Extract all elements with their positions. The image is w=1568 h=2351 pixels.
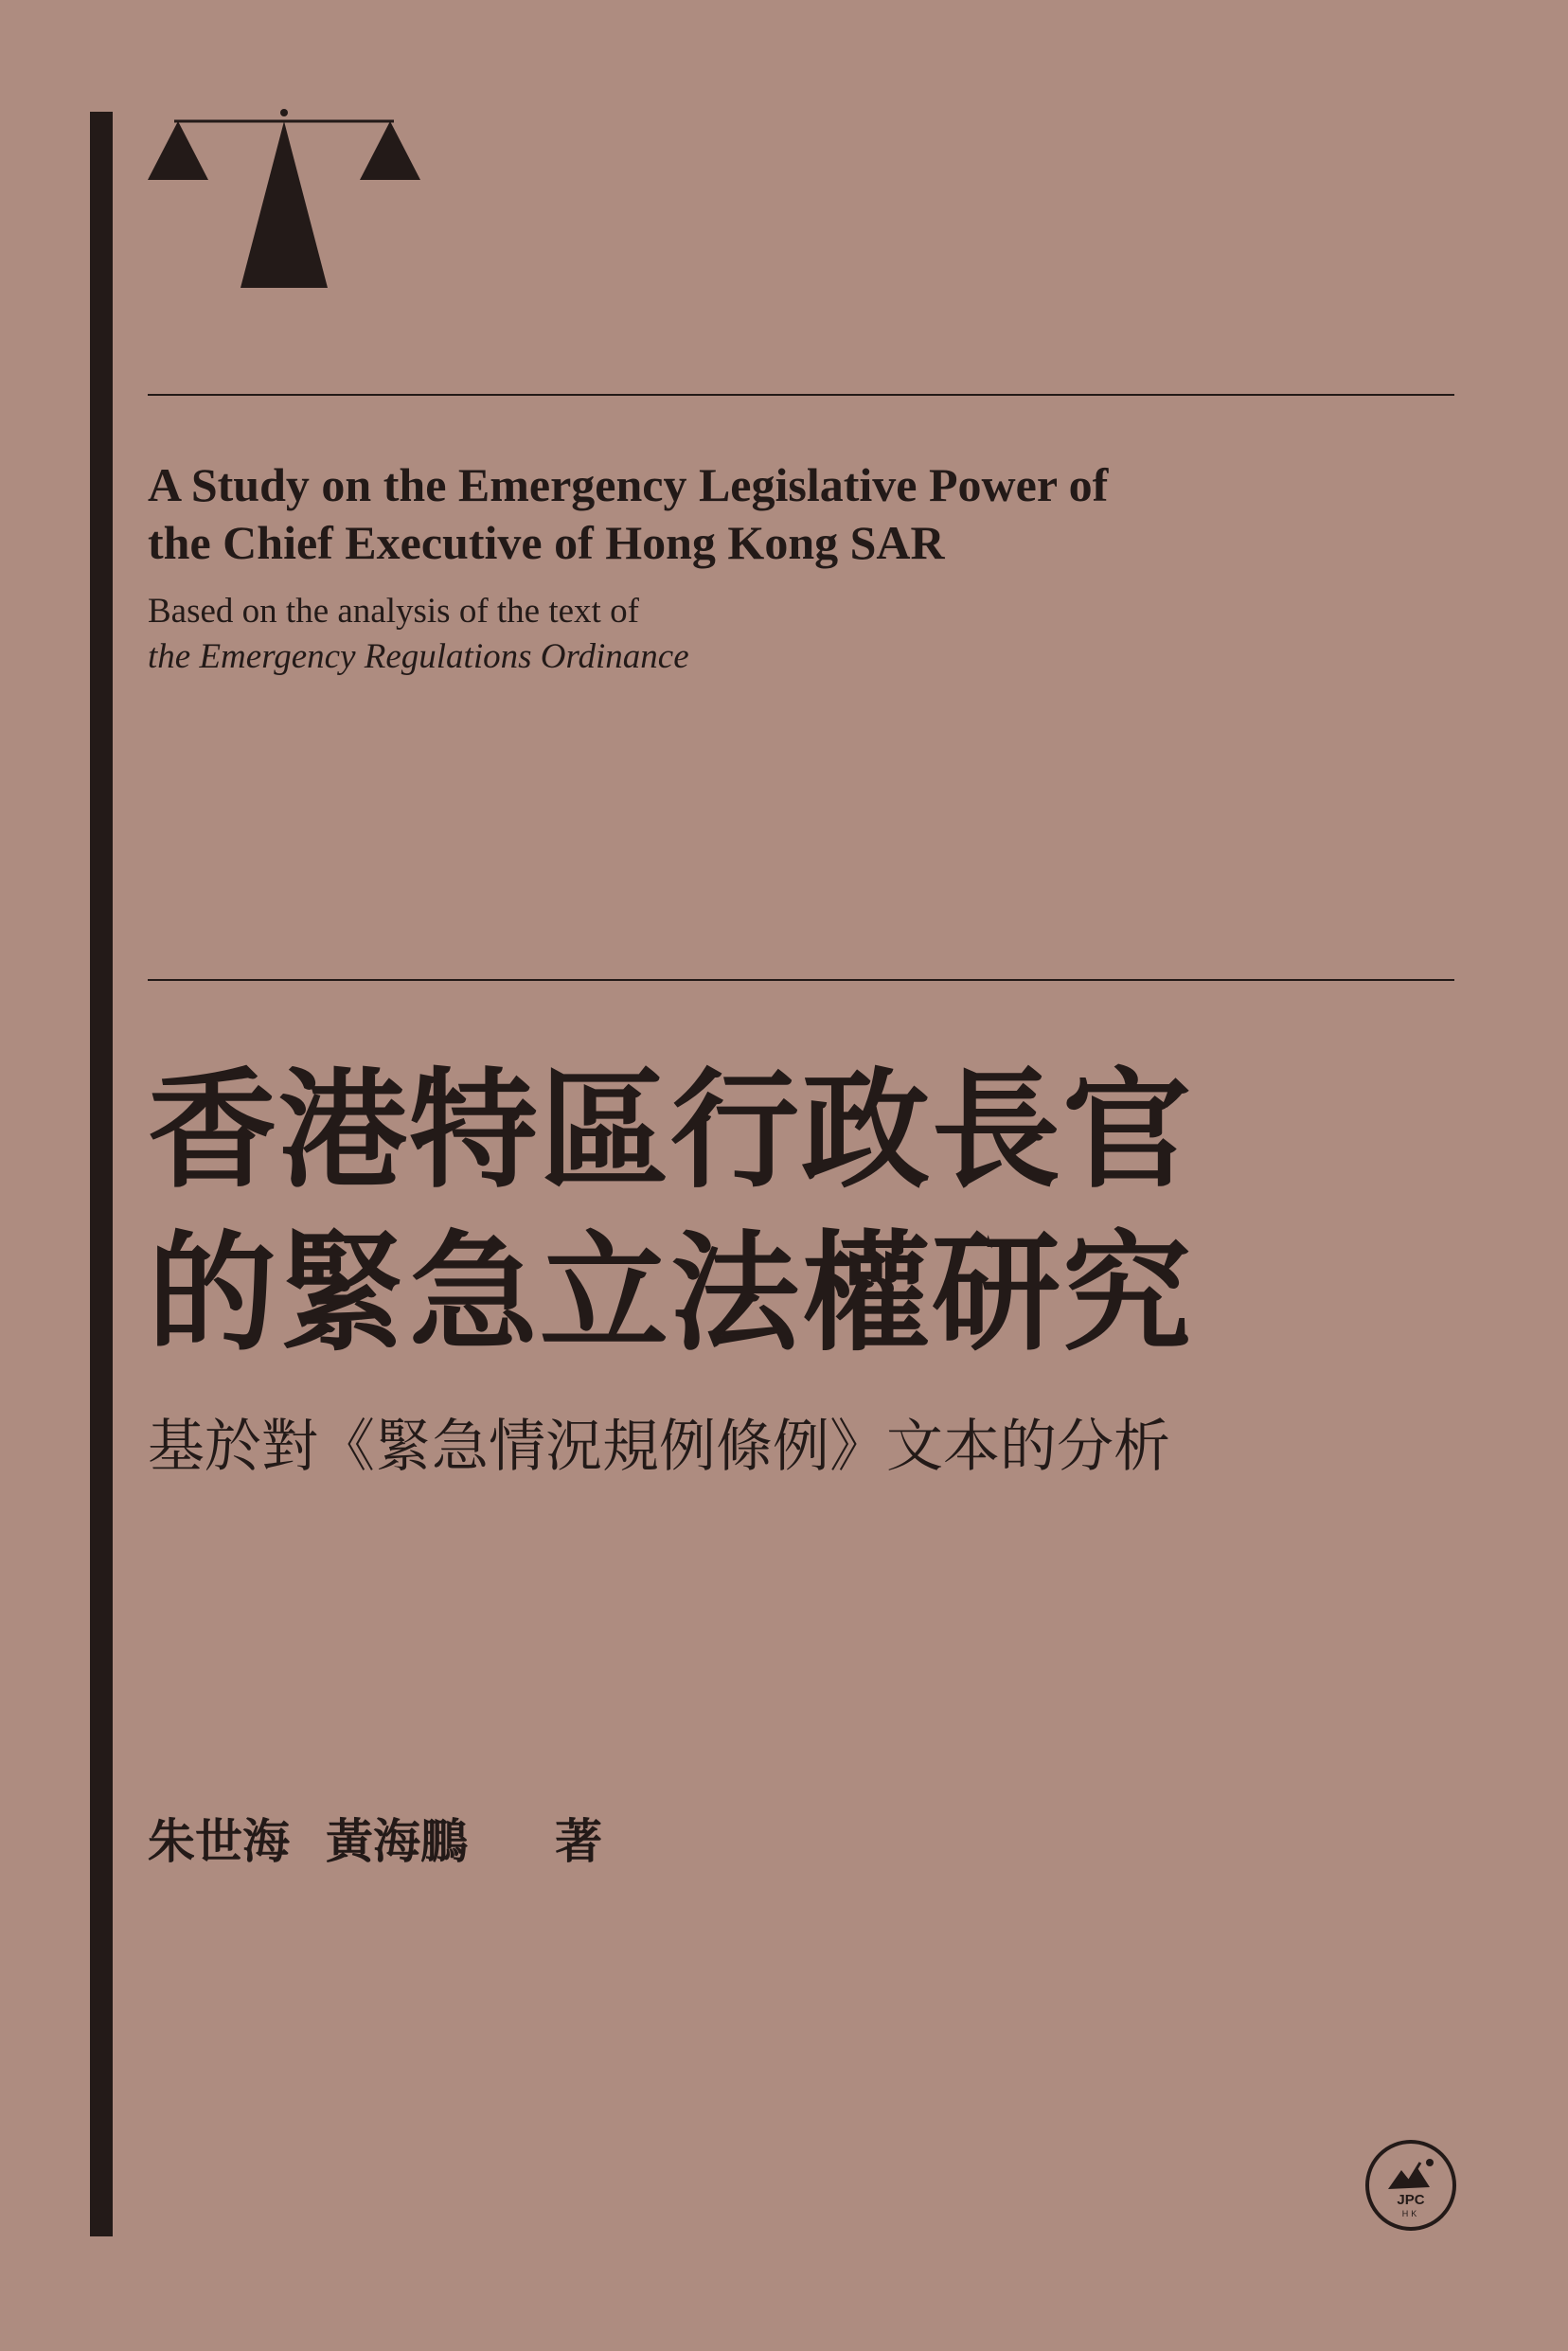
publisher-logo-subtext: HK [1401,2209,1420,2218]
english-title [148,456,1454,572]
english-subtitle-line2: the Emergency Regulations Ordinance [148,637,689,676]
vertical-bar [90,112,113,2236]
jpc-publisher-logo-icon [1363,2138,1458,2233]
english-title-line1: A Study on the Emergency Legislative Power of [148,458,1109,511]
chinese-title-line2: 的緊急立法權研究 [148,1218,1193,1369]
english-subtitle [148,589,1454,680]
author-2: 黃海鵬 [326,1813,468,1869]
publisher-logo-text: JPC [1397,2192,1425,2208]
chinese-title [148,1049,1492,1375]
chinese-subtitle: 基於對《緊急情況規例條例》文本的分析 [148,1414,1170,1480]
english-title-line2: the Chief Executive of Hong Kong SAR [148,516,945,569]
chinese-title-line1: 香港特區行政長官 [148,1055,1193,1206]
divider-middle [148,979,1454,981]
english-subtitle-line1: Based on the analysis of the text of [148,592,639,631]
scales-of-justice-icon [146,108,422,290]
author-1: 朱世海 [148,1813,290,1869]
authors-line [148,1808,1000,1875]
author-role: 著 [555,1813,602,1869]
divider-top [148,394,1454,396]
